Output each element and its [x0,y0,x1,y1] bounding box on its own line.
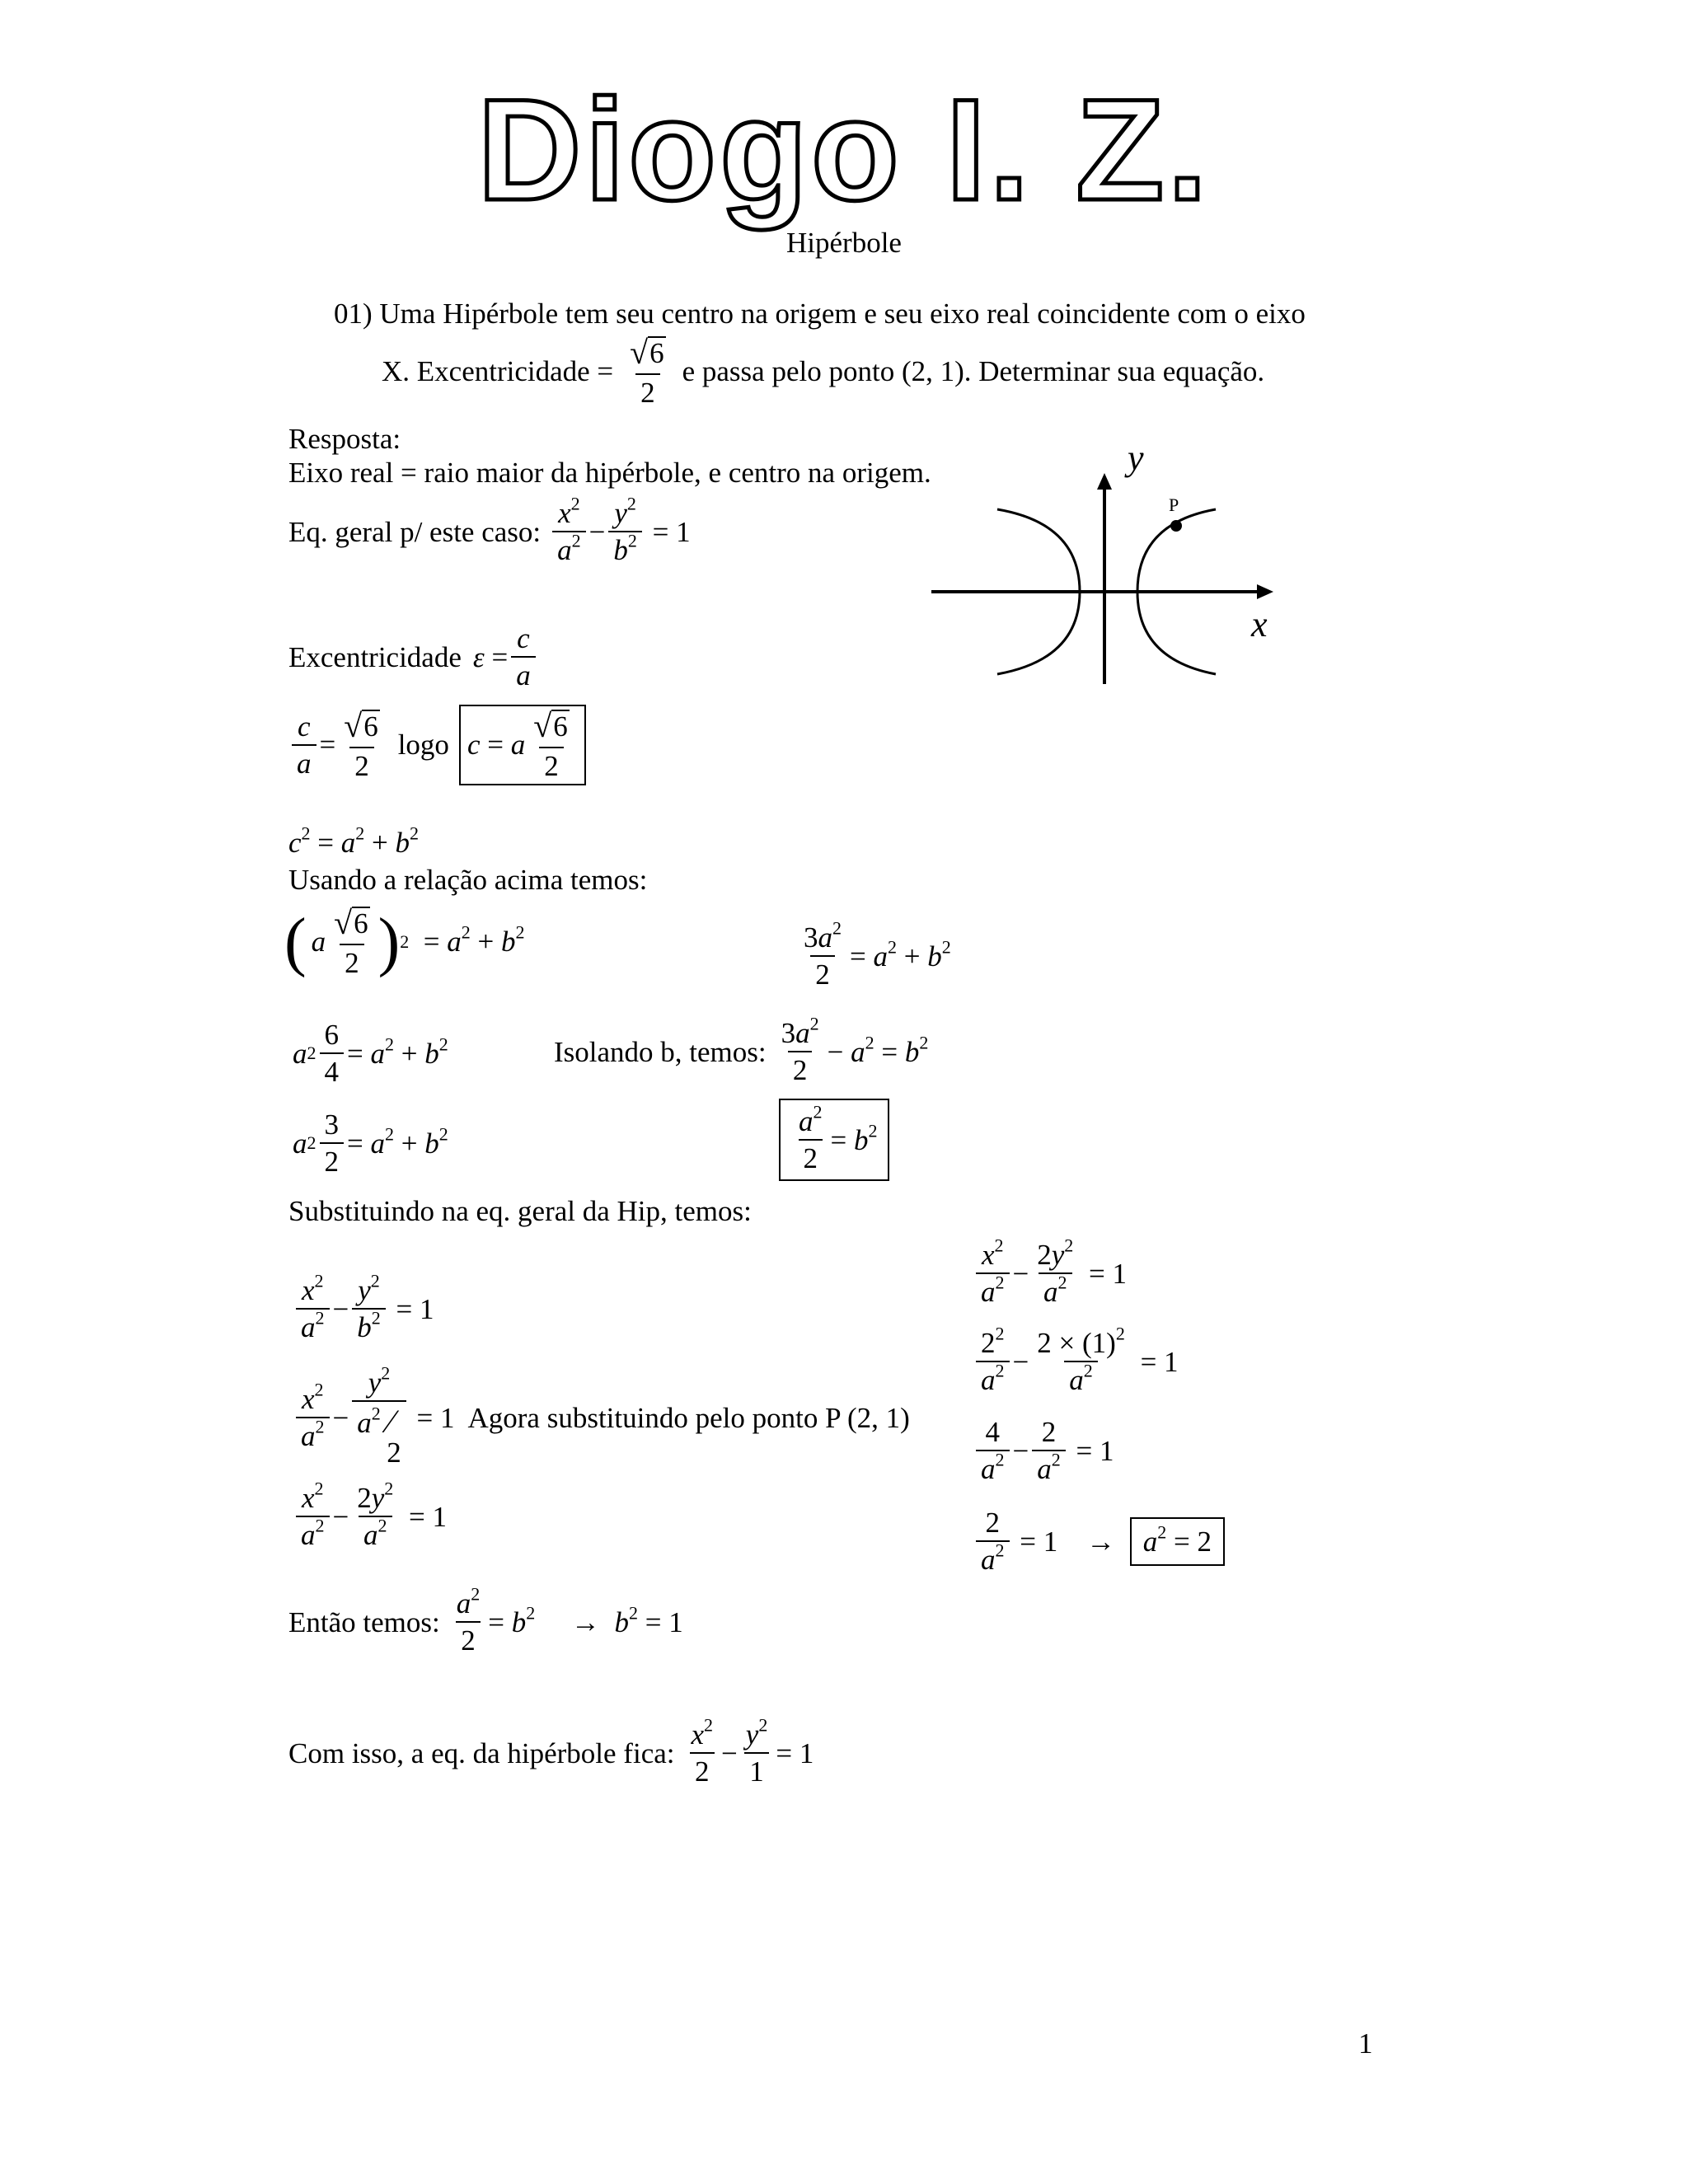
y-axis-arrow [1097,473,1112,490]
boxed-a-result: $a^2 = 2$ [1130,1517,1225,1566]
problem-line-2-pre: X. Excentricidade = [382,355,614,388]
usando-text: Usando a relação acima temos: [288,864,648,896]
isolando-text: Isolando b, temos: [554,1035,767,1068]
boxed-c-result: c = a √ 6 2 [459,705,586,785]
c-over-a-line: $\frac{c}{a}$ = √ 6 2 logo c = a √ 6 2 [288,705,586,785]
final-equation-line: Com isso, a eq. da hipérbole fica: $\frac{x^2}{2}$ − $\frac{y^2}{1}$ = 1 [288,1714,814,1788]
problem-line-2-post: e passa pelo ponto (2, 1). Determinar sua equação. [682,355,1265,388]
y-axis-label: y [1128,445,1144,478]
point-p [1170,520,1182,532]
isolation-step-2: Isolando b, temos: $\frac{3a^2}{2}$ − $a^2 = b^2$ [554,1013,929,1086]
author-logo: Diogo I. Z. [477,70,1211,231]
point-step-4: $\frac{2}{a^2}$ = 1 → $a^2 = 2$ [973,1508,1225,1574]
com-isso-text: Com isso, a eq. da hipérbole fica: [288,1736,675,1769]
general-equation: Eq. geral p/ este caso: $\frac{x^2}{a^2}$ − $\frac{y^2}{b^2}$ = 1 [288,493,691,566]
x-axis-label: x [1251,604,1268,644]
x-axis-arrow [1257,584,1273,599]
point-p-label: P [1169,494,1179,515]
substitution-step-1: ( a √ 6 2 ) 2 = $a^2 + b^2$ [284,904,525,979]
point-step-1: $\frac{x^2}{a^2}$ − $\frac{2y^2}{a^2}$ = 1 [973,1240,1127,1306]
agora-text: Agora substituindo pelo ponto P (2, 1) [467,1401,910,1434]
problem-line-2 [382,336,1264,407]
logo-word: logo [397,729,449,762]
page-title: Hipérbole [786,227,902,259]
entao-text: Então temos: [288,1605,440,1638]
substitution-step-3: a 2 $\frac{3}{2}$ = $a^2 + b^2$ [293,1108,448,1178]
eixo-real-text: Eixo real = raio maior da hipérbole, e centro na origem. [288,457,931,489]
point-step-3: $\frac{4}{a^2}$ − $\frac{2}{a^2}$ = 1 [973,1418,1114,1483]
pythagoras-relation: $c^2 = a^2 + b^2$ [288,823,420,859]
then-line: Então temos: $\frac{a^2}{2}$ = $b^2$ → $b^2 = 1$ [288,1583,683,1657]
eq-geral-label: Eq. geral p/ este caso: [288,515,542,548]
point-step-2: $\frac{2^2}{a^2}$ − $\frac{2 \times (1)^2}{a^2}$ = 1 [973,1329,1179,1394]
hyperbola-step-2: $\frac{x^2}{a^2}$ − $y^2$ $a^2$ ⁄ 2 = 1 Agora substituindo pelo ponto P (2, 1) [293,1368,910,1467]
excentricidade-label: Excentricidade [288,640,462,673]
eccentricity-definition: Excentricidade ε = $\frac{c}{a}$ [288,624,539,690]
substitution-step-2: a 2 $\frac{6}{4}$ = $a^2 + b^2$ [293,1019,448,1088]
isolation-step-1: $\frac{3a^2}{2}$ = $a^2 + b^2$ [804,917,951,991]
problem-line-1: 01) Uma Hipérbole tem seu centro na origem e seu eixo real coincidente com o eixo [334,298,1306,330]
substituindo-text: Substituindo na eq. geral da Hip, temos: [288,1195,752,1227]
hyperbola-step-3: $\frac{x^2}{a^2}$ − $\frac{2y^2}{a^2}$ = 1 [293,1483,447,1549]
boxed-b-result: $\frac{a^2}{2}$ = $b^2$ [779,1099,889,1181]
hyperbola-step-1: $\frac{x^2}{a^2}$ − $\frac{y^2}{b^2}$ = 1 [293,1276,434,1342]
hyperbola-graph [923,445,1319,692]
eccentricity-fraction: √ 6 2 [630,334,664,409]
resposta-label: Resposta: [288,423,401,455]
page-number: 1 [1358,2027,1373,2060]
